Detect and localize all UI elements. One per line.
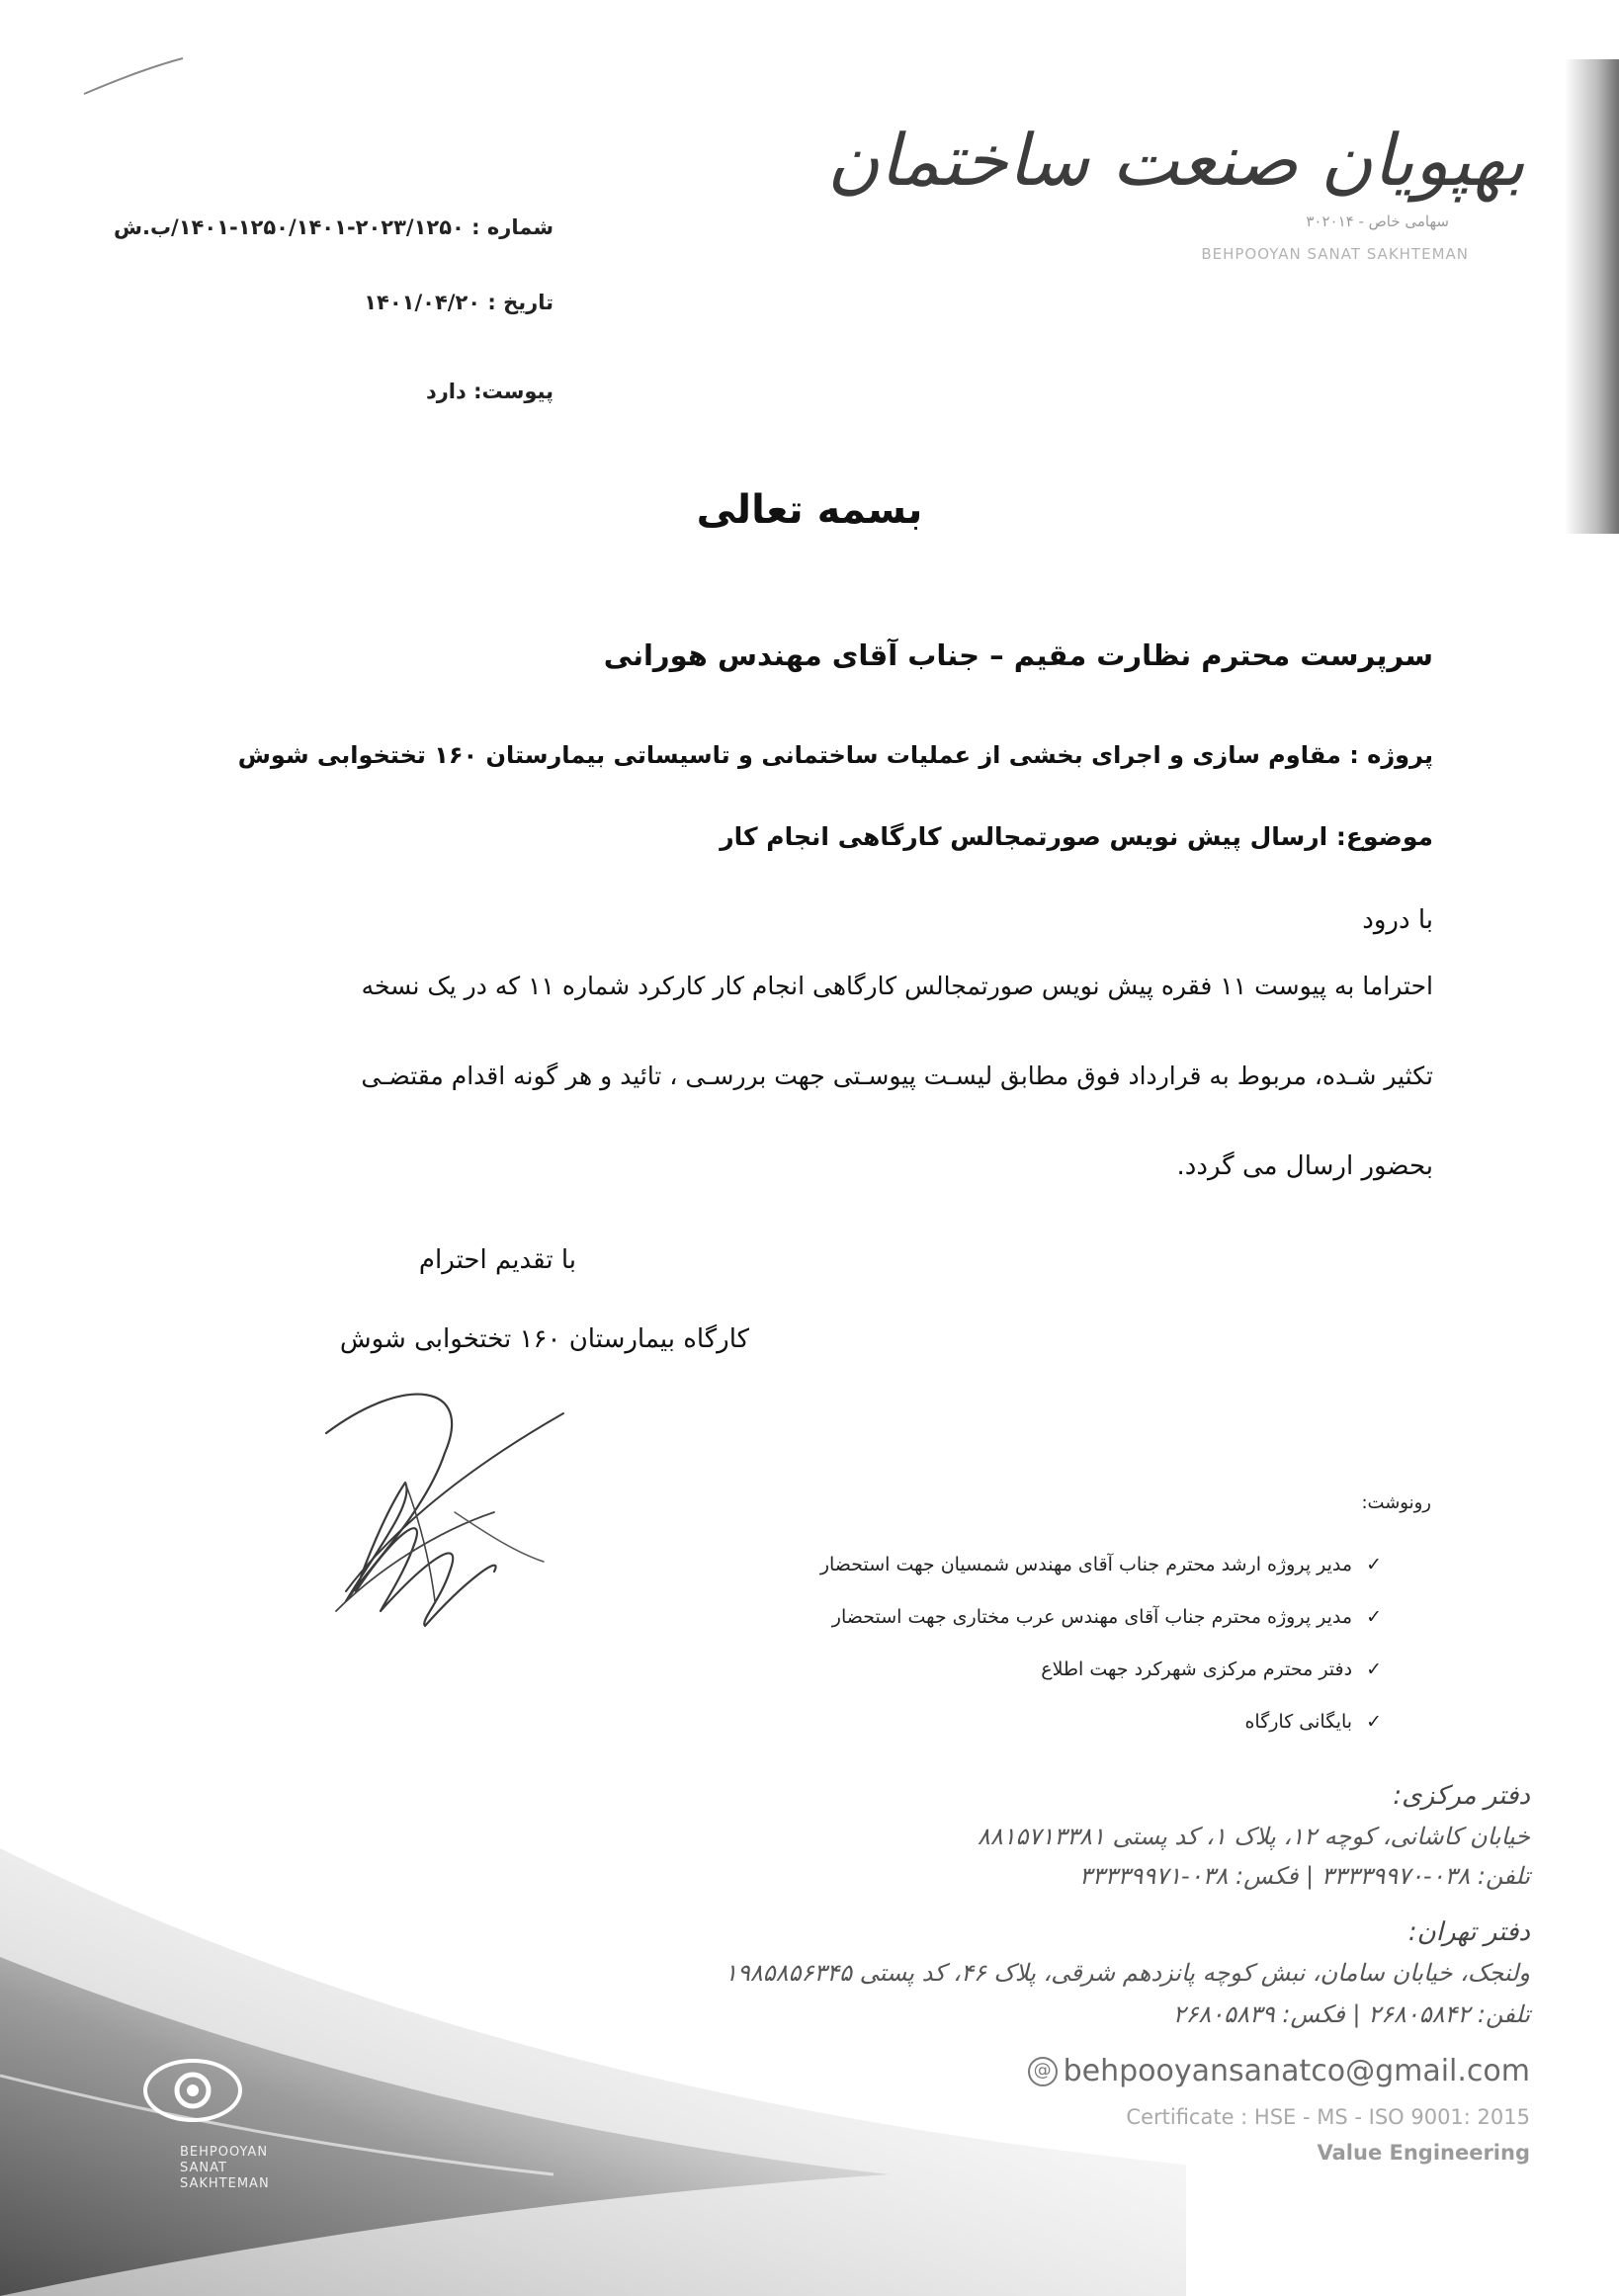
cc-item: ✓بایگانی کارگاه — [1244, 1711, 1382, 1733]
check-icon: ✓ — [1366, 1711, 1382, 1733]
company-logo-subtitle: سهامی خاص - ۳۰۲۰۱۴ — [1306, 213, 1449, 230]
letter-date: تاریخ : ۱۴۰۱/۰۴/۲۰ — [364, 291, 554, 314]
cc-item: ✓مدیر پروژه ارشد محترم جناب آقای مهندس شمسیان جهت استحضار — [819, 1554, 1382, 1575]
letter-closing: با تقدیم احترام — [418, 1245, 576, 1275]
cc-item: ✓مدیر پروژه محترم جناب آقای مهندس عرب مختاری جهت استحضار — [831, 1606, 1382, 1628]
footer-company-name-2: SANAT — [180, 2161, 227, 2175]
footer-company-name-3: SAKHTEMAN — [180, 2176, 270, 2191]
footer-tehran-title: دفتر تهران: — [1407, 1917, 1530, 1947]
footer-email[interactable]: behpooyansanatco@gmail.com — [1063, 2054, 1530, 2088]
footer-value-engineering: Value Engineering — [1317, 2141, 1530, 2165]
signature — [287, 1364, 613, 1660]
letter-attachment: پیوست: دارد — [425, 380, 554, 403]
letter-project: پروژه : مقاوم سازی و اجرای بخشی از عملیات ساختمانی و تاسیساتی بیمارستان ۱۶۰ تختخوابی شوش — [237, 741, 1433, 769]
footer-certificate: Certificate : HSE - MS - ISO 9001: 2015 — [1126, 2105, 1530, 2129]
cc-title: رونوشت: — [1361, 1492, 1431, 1513]
letter-subject: موضوع: ارسال پیش نویس صورتمجالس کارگاهی انجام کار — [720, 822, 1433, 851]
footer-swoosh — [0, 1700, 1186, 2296]
check-icon: ✓ — [1366, 1606, 1382, 1628]
scan-edge-shadow — [1565, 59, 1619, 534]
letter-number: شماره : ۲۰۲۳/۱۲۵۰-۱۲۵۰/۱۴۰۱-۱۴۰۱/ب.ش — [113, 215, 554, 239]
company-logo-english: BEHPOOYAN SANAT SAKHTEMAN — [1201, 245, 1469, 263]
footer-email-row — [1028, 2054, 1530, 2088]
footer-tehran-address: ولنجک، خیابان سامان، نبش کوچه پانزدهم شرقی، پلاک ۴۶، کد پستی ۱۹۸۵۸۵۶۳۴۵ — [724, 1959, 1530, 1987]
letter-greeting: با درود — [1362, 905, 1433, 935]
check-icon: ✓ — [1366, 1658, 1382, 1680]
footer-central-title: دفتر مرکزی: — [1393, 1781, 1530, 1811]
footer-tehran-phone: تلفن: ۲۶۸۰۵۸۴۲ | فکس: ۲۶۸۰۵۸۳۹ — [1172, 2000, 1530, 2028]
cc-item: ✓دفتر محترم مرکزی شهرکرد جهت اطلاع — [1041, 1658, 1382, 1680]
letter-body-line-2: تکثیر شـده، مربوط به قرارداد فوق مطابق لیسـت پیوسـتی جهت بررسـی ، تائید و هر گونه اقدام مقتضـی — [361, 1062, 1433, 1090]
company-logo-script: بهپویان صنعت ساختمان — [826, 119, 1525, 202]
company-emblem-icon — [138, 2046, 247, 2135]
footer-central-address: خیابان کاشانی، کوچه ۱۲، پلاک ۱، کد پستی ۸۸۱۵۷۱۳۳۸۱ — [977, 1823, 1530, 1850]
letter-signatory: کارگاه بیمارستان ۱۶۰ تختخوابی شوش — [339, 1324, 749, 1354]
letter-body-line-3: بحضور ارسال می گردد. — [1176, 1151, 1433, 1181]
letter-body-line-1: احتراما به پیوست ۱۱ فقره پیش نویس صورتمجالس کارگاهی انجام کار کارکرد شماره ۱۱ که در یک نسخه — [361, 972, 1433, 1000]
letter-heading: بسمه تعالی — [696, 487, 923, 533]
letter-recipient: سرپرست محترم نظارت مقیم – جناب آقای مهندس هورانی — [603, 638, 1433, 672]
footer-central-phone: تلفن: ۰۳۸-۳۳۳۳۹۹۷۰ | فکس: ۰۳۸-۳۳۳۳۹۹۷۱ — [1078, 1862, 1530, 1890]
at-icon: @ — [1028, 2057, 1058, 2086]
check-icon: ✓ — [1366, 1554, 1382, 1575]
scan-pen-stroke — [79, 54, 188, 104]
footer-company-name-1: BEHPOOYAN — [180, 2145, 269, 2160]
